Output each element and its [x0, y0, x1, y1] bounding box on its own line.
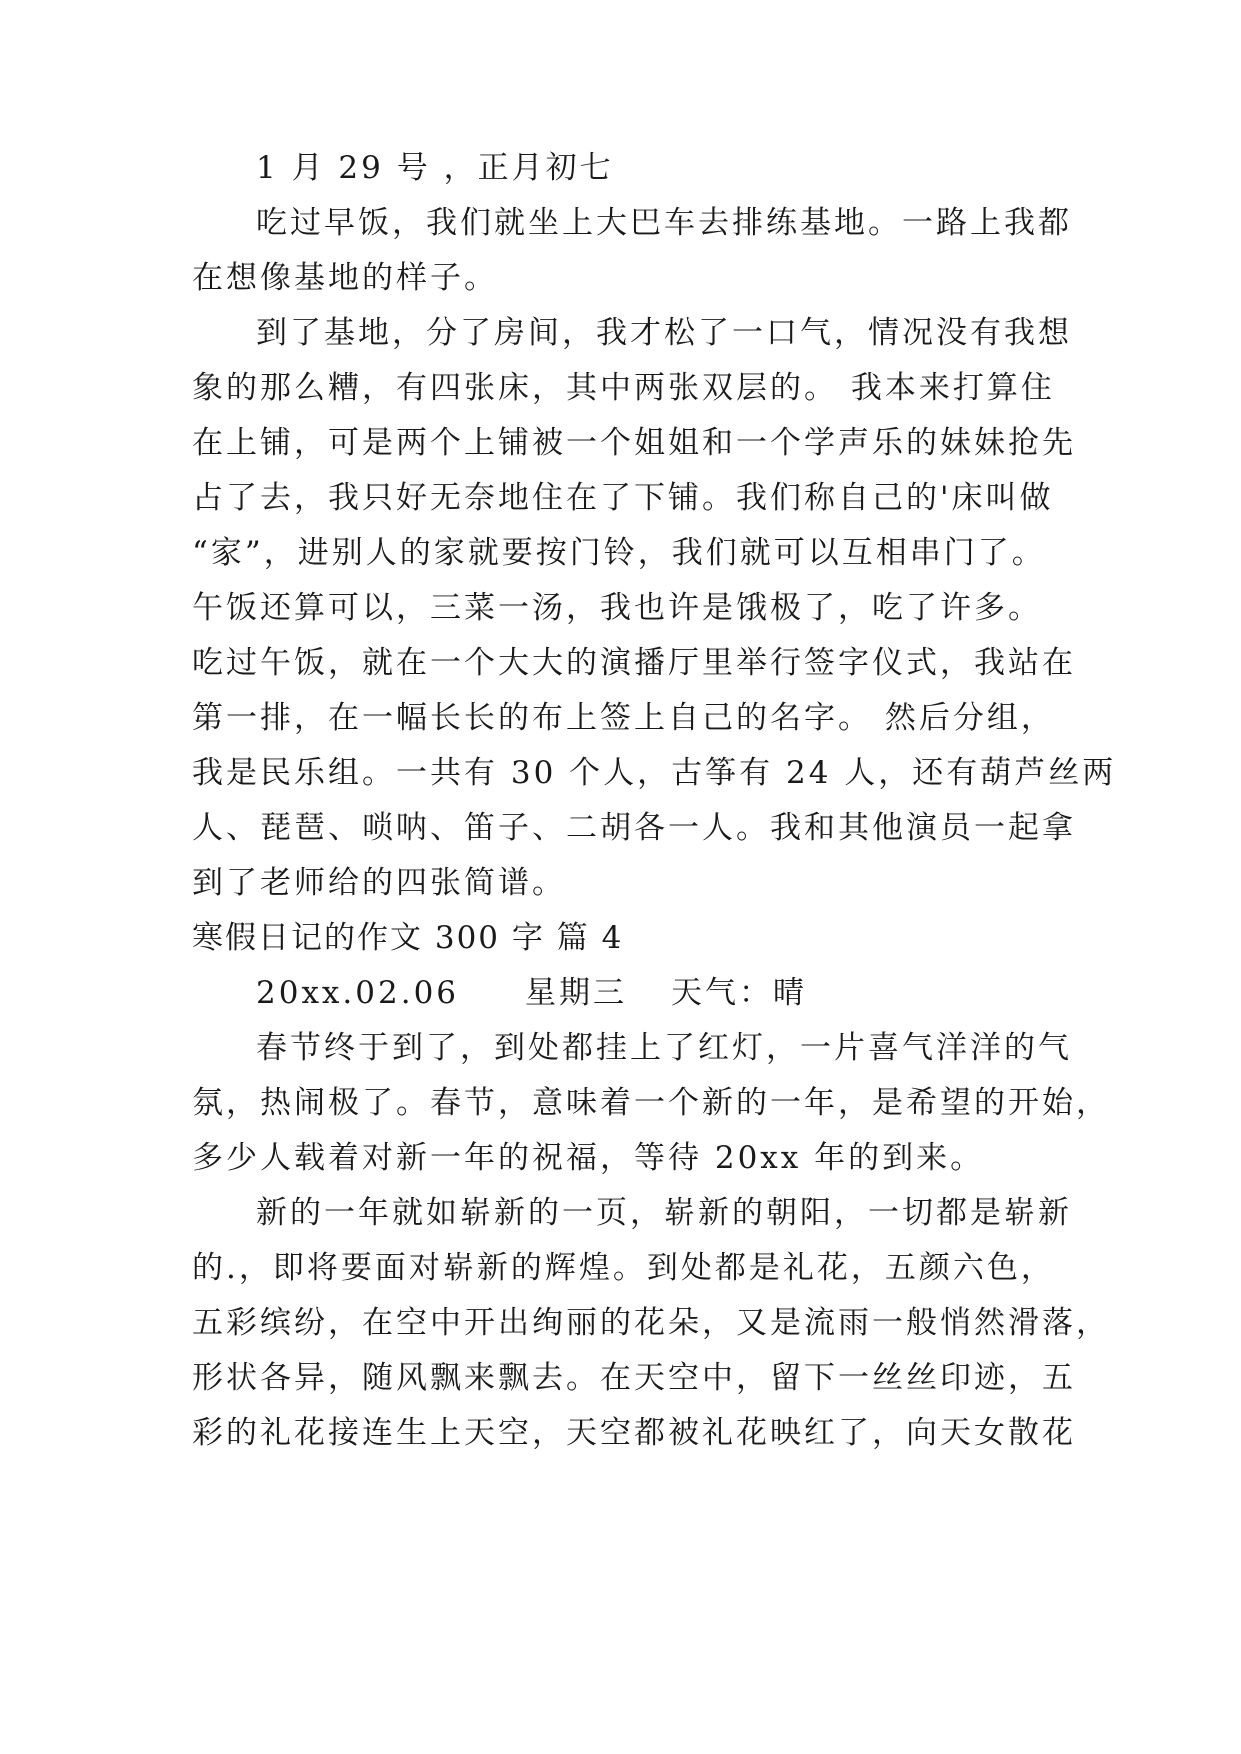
- paragraph-line: 在上铺，可是两个上铺被一个姐姐和一个学声乐的妹妹抢先: [192, 425, 1076, 461]
- entry-date: 20xx.02.06: [256, 975, 460, 1011]
- paragraph-line: 的.，即将要面对崭新的辉煌。到处都是礼花，五颜六色，: [192, 1250, 1055, 1286]
- paragraph-line: 春节终于到了，到处都挂上了红灯，一片喜气洋洋的气: [256, 1030, 1072, 1066]
- paragraph-line: 形状各异，随风飘来飘去。在天空中，留下一丝丝印迹，五: [192, 1360, 1076, 1396]
- paragraph-line: 吃过早饭，我们就坐上大巴车去排练基地。一路上我都: [256, 205, 1072, 241]
- paragraph-line: 新的一年就如崭新的一页，崭新的朝阳，一切都是崭新: [256, 1195, 1072, 1231]
- paragraph-line: 到了基地，分了房间，我才松了一口气，情况没有我想: [256, 315, 1072, 351]
- paragraph-line: 午饭还算可以，三菜一汤，我也许是饿极了，吃了许多。: [192, 590, 1042, 626]
- paragraph-line: 人、琵琶、唢呐、笛子、二胡各一人。我和其他演员一起拿: [192, 810, 1076, 846]
- paragraph-line: 多少人载着对新一年的祝福，等待 20xx 年的到来。: [192, 1140, 985, 1176]
- entry-date-row: [256, 973, 1052, 1013]
- paragraph-line: 第一排，在一幅长长的布上签上自己的名字。 然后分组，: [192, 700, 1055, 736]
- paragraph-line: 氛，热闹极了。春节，意味着一个新的一年，是希望的开始，: [192, 1085, 1110, 1121]
- paragraph-line: 到了老师给的四张简谱。: [192, 865, 566, 901]
- paragraph-line: 我是民乐组。一共有 30 个人，古筝有 24 人，还有葫芦丝两: [192, 755, 1117, 791]
- paragraph-line: 象的那么糟，有四张床，其中两张双层的。 我本来打算住: [192, 370, 1055, 406]
- paragraph-line: 吃过午饭，就在一个大大的演播厅里举行签字仪式，我站在: [192, 645, 1076, 681]
- entry-weekday: 星期三: [525, 975, 628, 1011]
- paragraph-line: 占了去，我只好无奈地住在了下铺。我们称自己的'床叫做: [192, 480, 1054, 516]
- entry-weather: 天气：晴: [671, 975, 808, 1011]
- paragraph-line: 五彩缤纷，在空中开出绚丽的花朵，又是流雨一般悄然滑落，: [192, 1305, 1110, 1341]
- paragraph-line: “家”，进别人的家就要按门铃，我们就可以互相串门了。: [192, 535, 1046, 571]
- entry-date-line: 1 月 29 号 ，正月初七: [256, 150, 614, 186]
- paragraph-line: 彩的礼花接连生上天空，天空都被礼花映红了，向天女散花: [192, 1415, 1076, 1451]
- section-heading: 寒假日记的作文 300 字 篇 4: [192, 920, 624, 956]
- paragraph-line: 在想像基地的样子。: [192, 260, 498, 296]
